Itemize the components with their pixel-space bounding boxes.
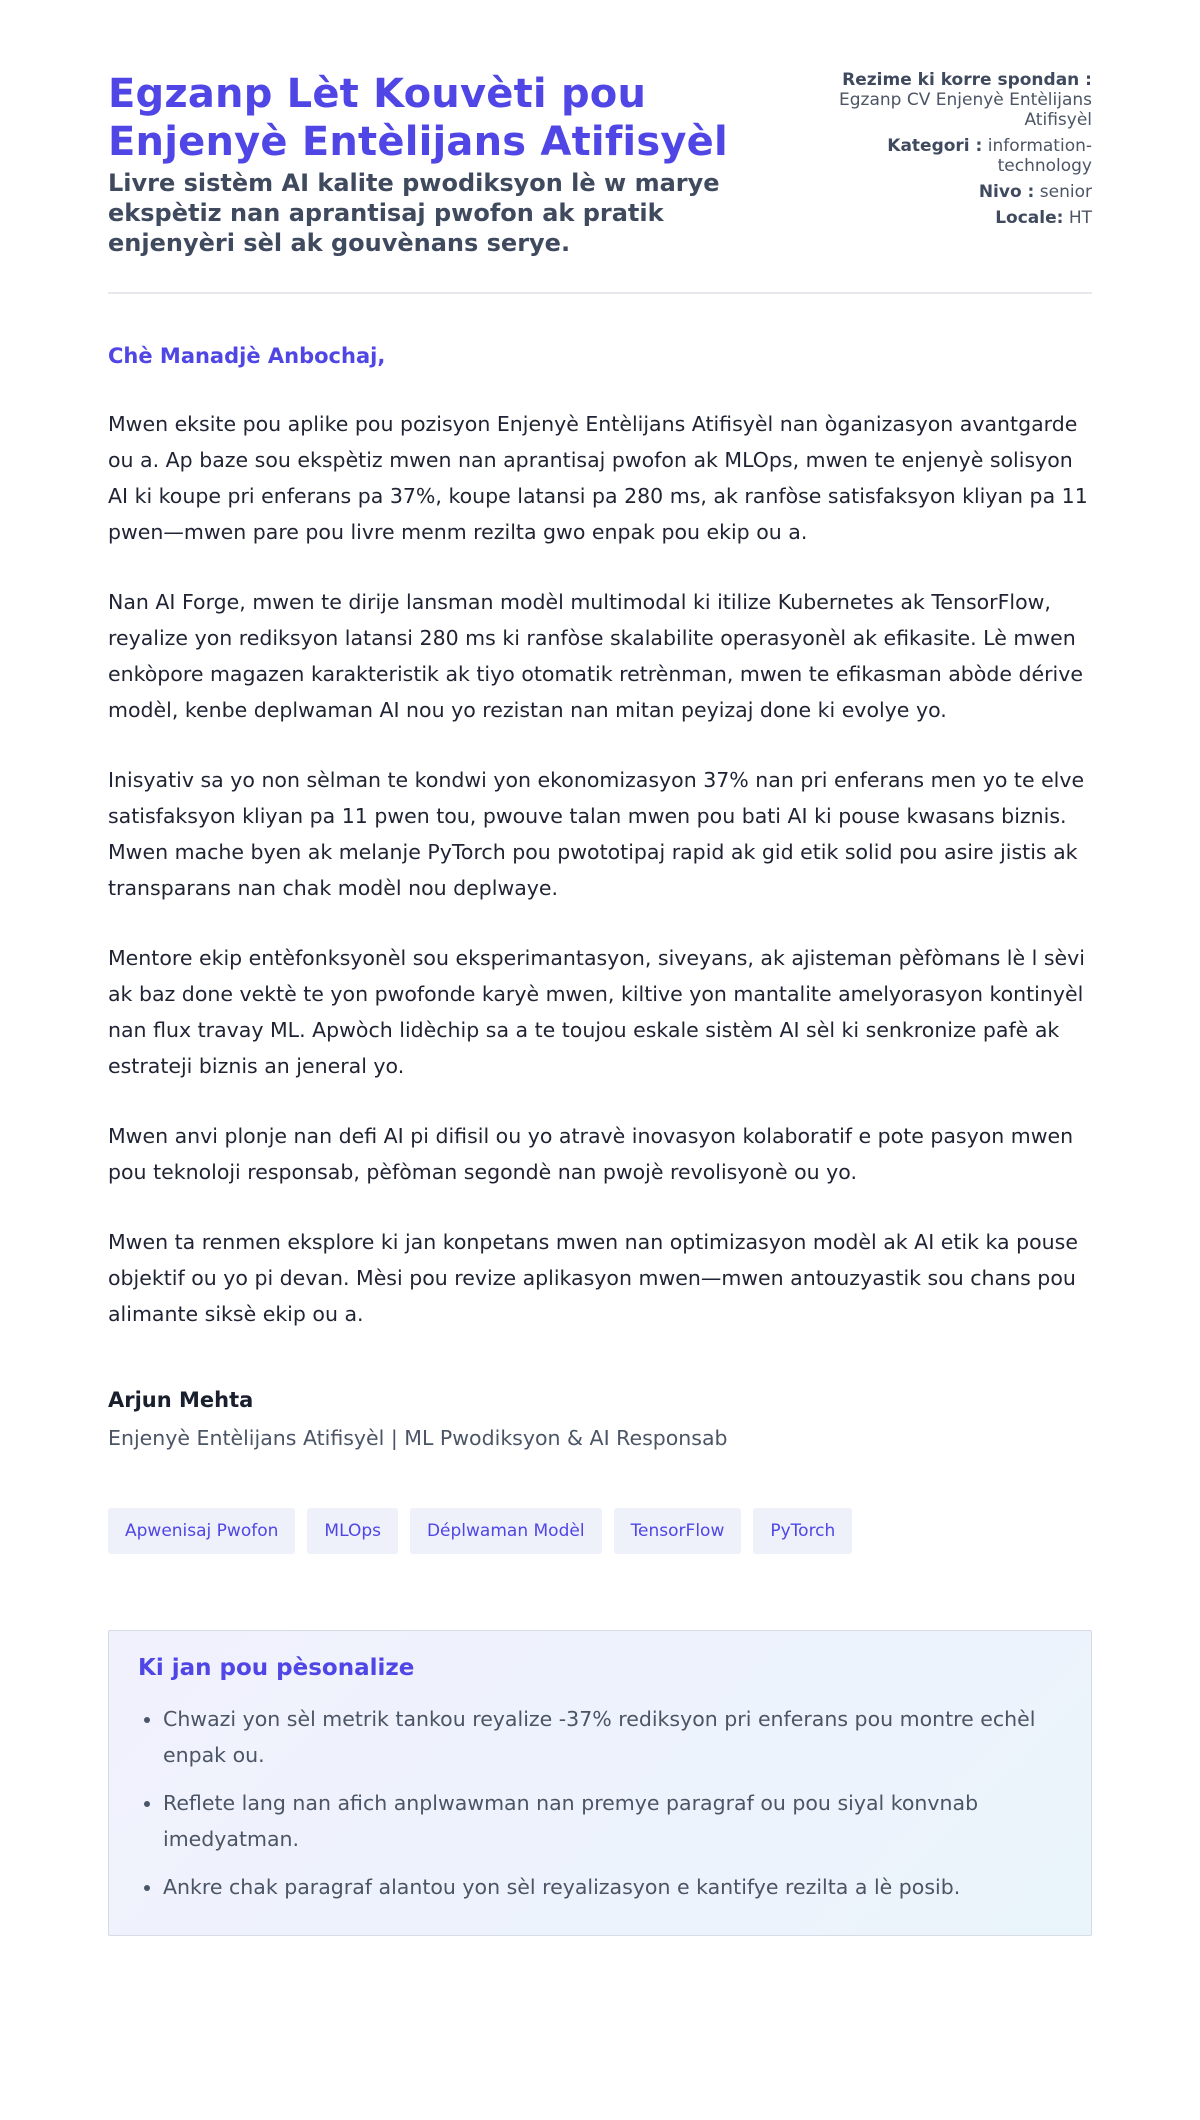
letter-paragraph: Nan AI Forge, mwen te dirije lansman modèl multimodal ki itilize Kubernetes ak TensorFlow, reyalize yon rediksyon latansi 280 ms ki ranfòse skalabilite operasyonèl ak efikasite. Lè mwen enkòpore magazen karakteristik ak tiyo otomatik retrènman, mwen te efikasman abòde dérive modèl, kenbe deplwaman AI nou yo rezistan nan mitan peyizaj done ki evolye yo.: [108, 590, 1083, 722]
meta-level-value: senior: [1039, 182, 1092, 202]
letter-greeting: Chè Manadjè Anbochaj,: [108, 344, 386, 368]
document-header: [108, 70, 1092, 294]
tip-item: • Chwazi yon sèl metrik tankou reyalize -37% rediksyon pri enferans pou montre echèl enpak ou.: [163, 1701, 1062, 1773]
page-subtitle: Livre sistèm AI kalite pwodiksyon lè w marye ekspètiz nan aprantisaj pwofon ak pratik enjenyèri sèl ak gouvènans serye.: [108, 169, 720, 257]
skill-tag: MLOps: [307, 1508, 398, 1554]
letter-paragraph: Mentore ekip entèfonksyonèl sou eksperimantasyon, siveyans, ak ajisteman pèfòmans lè l sèvi ak baz done vektè te yon pwofonde karyè mwen, kiltive yon mantalite amelyorasyon kontinyèl nan flux travay ML. Apwòch lidèchip sa a te toujou eskale sistèm AI sèl ki senkronize pafè ak estrateji biznis an jeneral yo.: [108, 946, 1085, 1078]
meta-locale-label: Locale:: [995, 208, 1064, 228]
meta-resume-label: Rezime ki korre spondan :: [842, 70, 1092, 90]
signature-name: Arjun Mehta: [108, 1388, 254, 1412]
letter-paragraph: Mwen anvi plonje nan defi AI pi difisil ou yo atravè inovasyon kolaboratif e pote pasyon mwen pou teknoloji responsab, pèfòman segondè nan pwojè revolisyonè ou yo.: [108, 1124, 1074, 1184]
page-title: Egzanp Lèt Kouvèti pou Enjenyè Entèlijans Atifisyèl: [108, 71, 728, 165]
signature-role: Enjenyè Entèlijans Atifisyèl | ML Pwodiksyon & AI Responsab: [108, 1426, 728, 1450]
skill-tags: [108, 1508, 1092, 1554]
skill-tag: Apwenisaj Pwofon: [108, 1508, 295, 1554]
meta-locale-value: HT: [1068, 208, 1092, 228]
meta-category-value: information-technology: [987, 136, 1092, 176]
letter-paragraph: Inisyativ sa yo non sèlman te kondwi yon ekonomizasyon 37% nan pri enferans men yo te elve satisfaksyon kliyan pa 11 pwen tou, pwouve talan mwen pou bati AI ki pouse kwasans biznis. Mwen mache byen ak melanje PyTorch pou pwototipaj rapid ak gid etik solid pou asire jistis ak transparans nan chak modèl nou deplwaye.: [108, 768, 1085, 900]
customization-tips-box: [108, 1630, 1092, 1936]
tip-item: • Ankre chak paragraf alantou yon sèl reyalizasyon e kantifye rezilta a lè posib.: [163, 1869, 1062, 1905]
meta-level-label: Nivo :: [978, 182, 1035, 202]
meta-resume: [812, 70, 1092, 130]
tips-list: [138, 1701, 1062, 1905]
meta-category: [812, 136, 1092, 176]
tips-title: Ki jan pou pèsonalize: [138, 1655, 415, 1681]
signature-block: [108, 1388, 1092, 1450]
letter-paragraph: Mwen eksite pou aplike pou pozisyon Enjenyè Entèlijans Atifisyèl nan òganizasyon avantgarde ou a. Ap baze sou ekspètiz mwen nan aprantisaj pwofon ak MLOps, mwen te enjenyè solisyon AI ki koupe pri enferans pa 37%, koupe latansi pa 280 ms, ak ranfòse satisfaksyon kliyan pa 11 pwen—mwen pare pou livre menm rezilta gwo enpak pou ekip ou a.: [108, 412, 1088, 544]
meta-category-label: Kategori :: [887, 136, 983, 156]
skill-tag: TensorFlow: [614, 1508, 742, 1554]
header-title-block: [108, 70, 768, 258]
letter-paragraph: Mwen ta renmen eksplore ki jan konpetans mwen nan optimizasyon modèl ak AI etik ka pouse objektif ou yo pi devan. Mèsi pou revize aplikasyon mwen—mwen antouzyastik sou chans pou alimante siksè ekip ou a.: [108, 1230, 1078, 1326]
meta-resume-value: Egzanp CV Enjenyè Entèlijans Atifisyèl: [839, 90, 1092, 130]
skill-tag: Déplwaman Modèl: [410, 1508, 602, 1554]
meta-locale: [812, 208, 1092, 228]
meta-panel: [812, 70, 1092, 234]
skill-tag: PyTorch: [753, 1508, 852, 1554]
tip-item: • Reflete lang nan afich anplwawman nan premye paragraf ou pou siyal konvnab imedyatman.: [163, 1785, 1062, 1857]
meta-level: [812, 182, 1092, 202]
